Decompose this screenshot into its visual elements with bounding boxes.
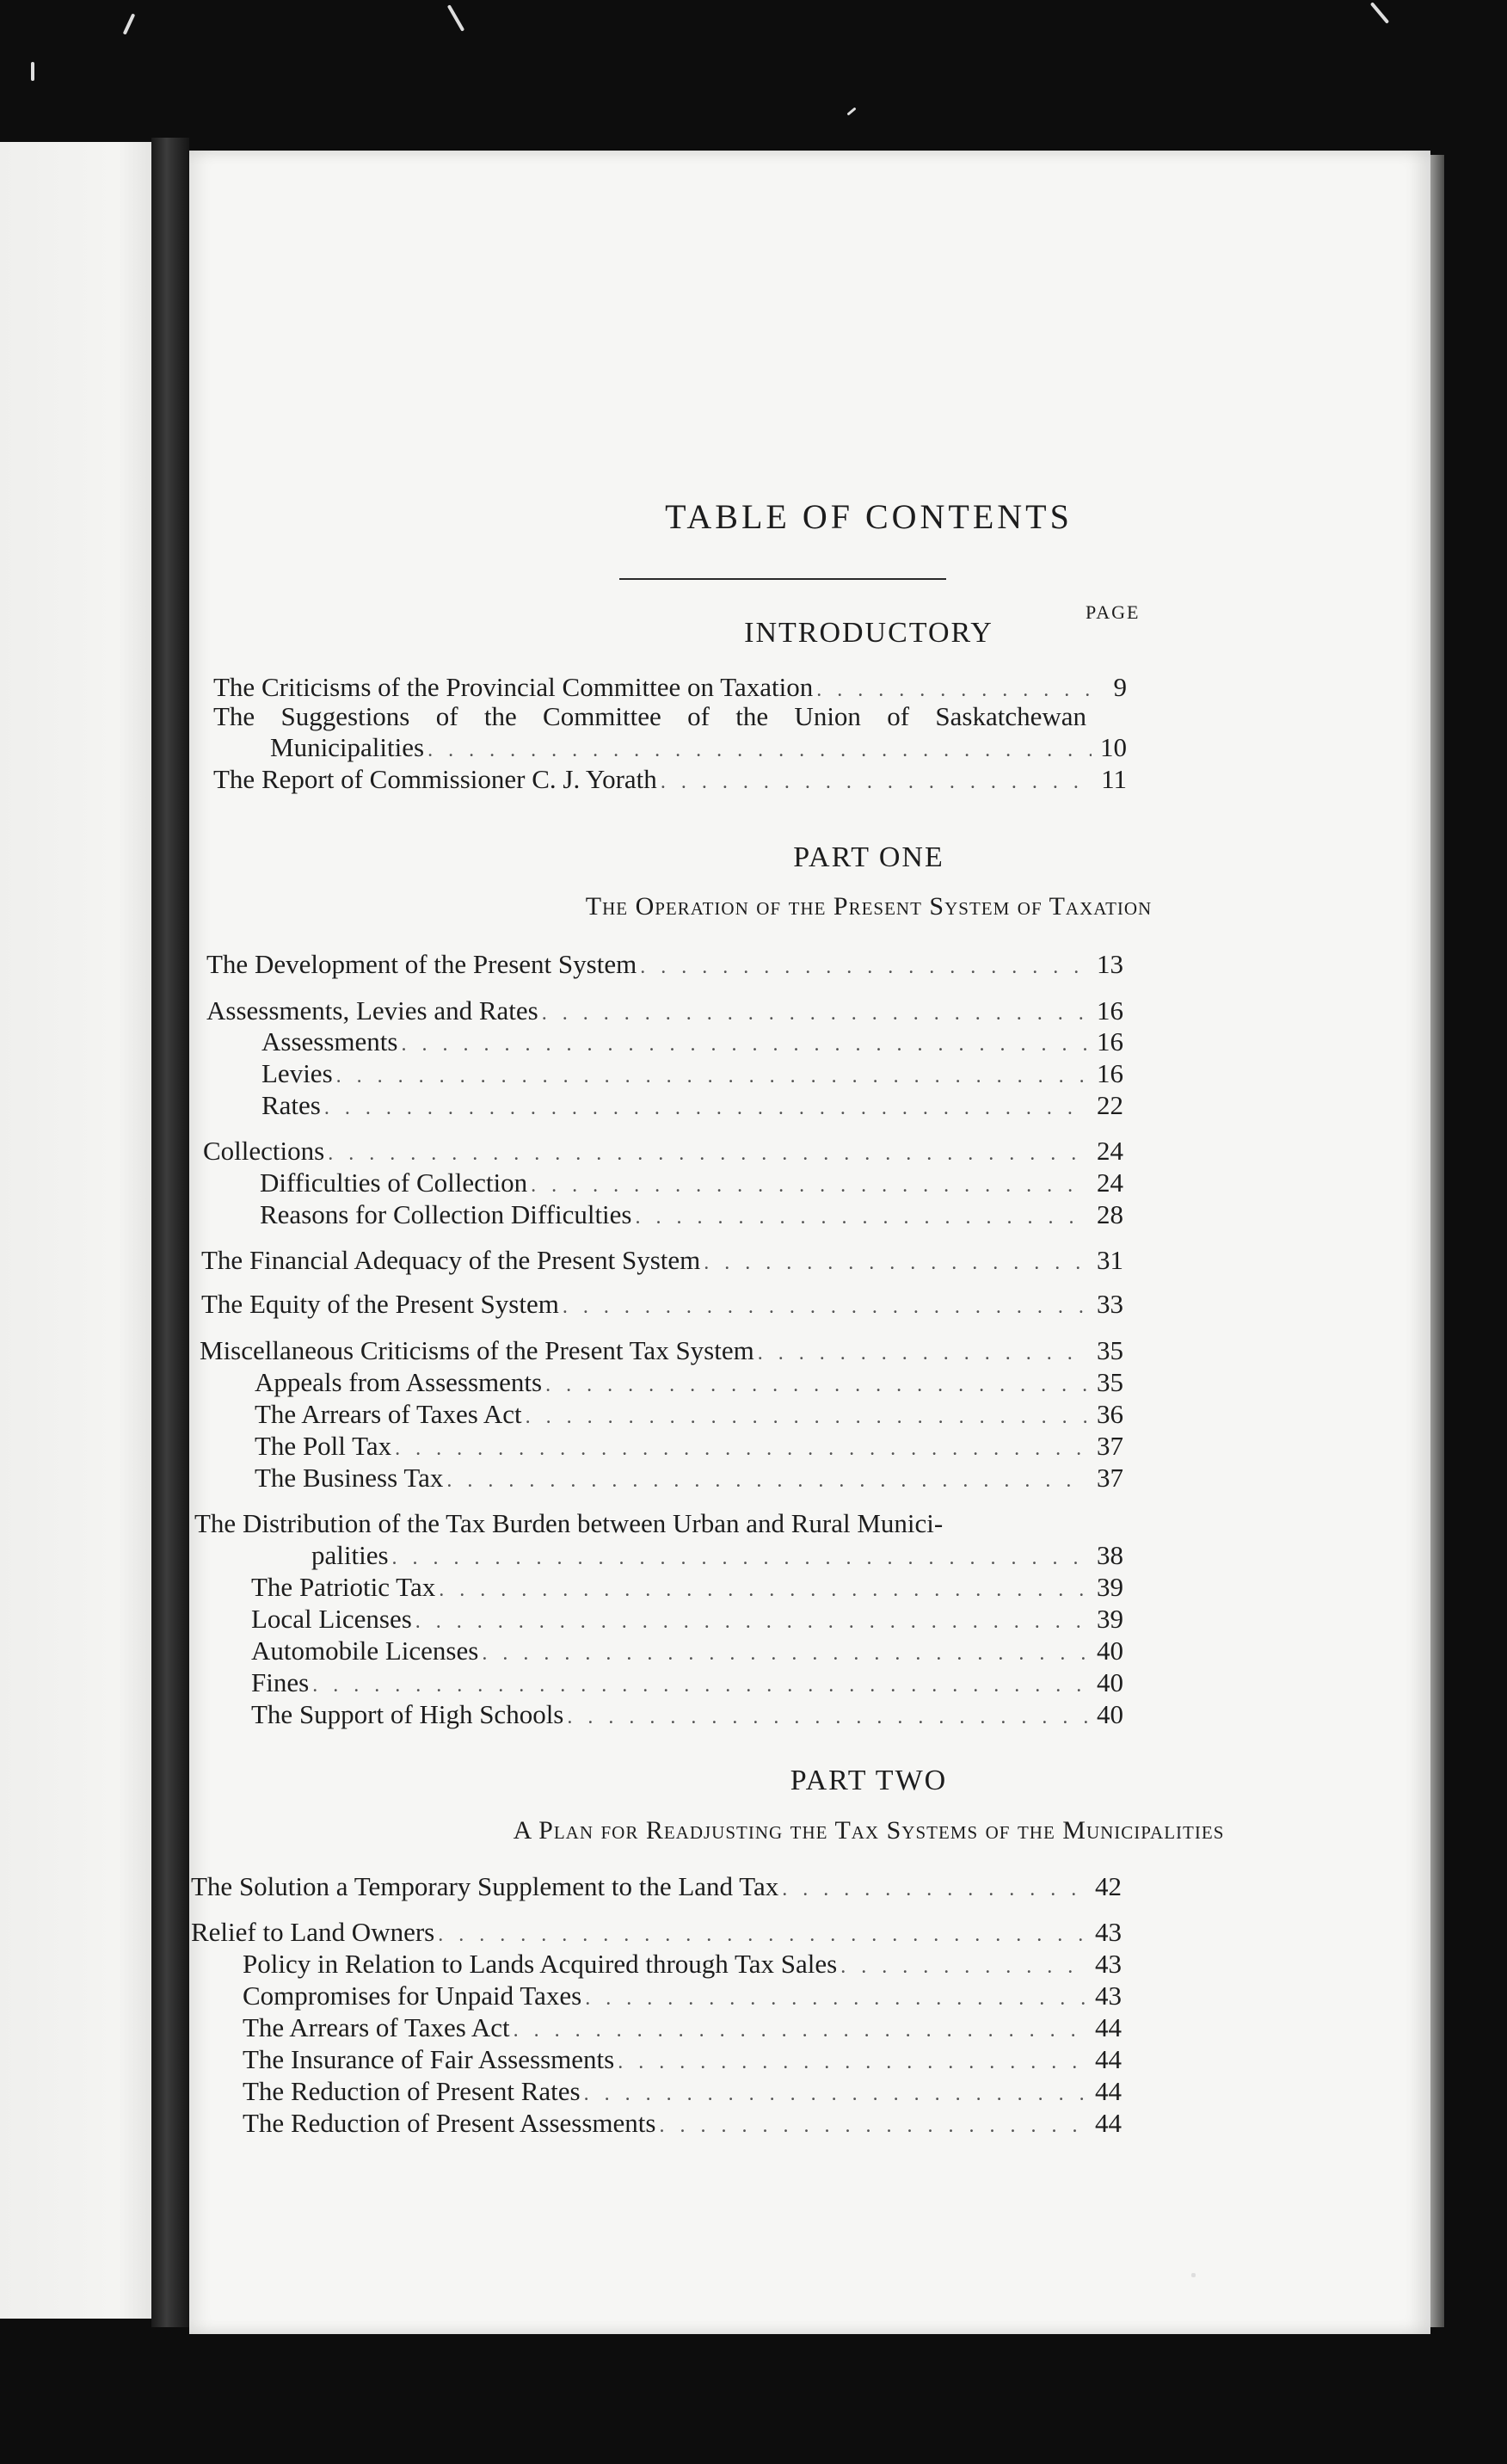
toc-entry-label: Levies xyxy=(261,1058,333,1088)
toc-entry xyxy=(251,1699,1123,1730)
toc-entry xyxy=(251,1667,1123,1698)
leader-dots xyxy=(401,1033,1088,1056)
toc-entry xyxy=(191,1917,1122,1948)
toc-entry-label: The Arrears of Taxes Act xyxy=(255,1399,522,1429)
toc-entry-label: Rates xyxy=(261,1090,321,1120)
toc-entry xyxy=(243,2044,1122,2075)
toc-entry-page: 31 xyxy=(1097,1245,1123,1275)
leader-dots xyxy=(336,1065,1088,1088)
toc-entry xyxy=(201,1289,1123,1320)
toc-entry-page: 39 xyxy=(1097,1572,1123,1602)
toc-entry xyxy=(260,1199,1123,1230)
toc-entry-label: Relief to Land Owners xyxy=(191,1917,435,1947)
toc-entry-label: Fines xyxy=(251,1667,310,1697)
toc-entry-label: The Reduction of Present Assessments xyxy=(243,2108,656,2138)
toc-entry-page: 40 xyxy=(1097,1699,1123,1729)
toc-entry-page: 9 xyxy=(1113,672,1127,702)
leader-dots xyxy=(438,1924,1086,1947)
title-rule xyxy=(619,578,946,580)
toc-entry-label: Reasons for Collection Difficulties xyxy=(260,1199,632,1229)
toc-entry-label: The Development of the Present System xyxy=(206,949,637,979)
toc-entry-page: 43 xyxy=(1095,1980,1122,2011)
toc-entry-label: Policy in Relation to Lands Acquired through Tax Sales xyxy=(243,1949,838,1979)
toc-entry-page: 16 xyxy=(1097,995,1123,1026)
leader-dots xyxy=(585,1987,1086,2011)
toc-entry xyxy=(255,1463,1123,1494)
toc-entry-page: 16 xyxy=(1097,1058,1123,1088)
toc-entry-page: 11 xyxy=(1101,764,1127,794)
leader-dots xyxy=(514,2019,1086,2042)
toc-entry-page: 37 xyxy=(1097,1463,1123,1493)
toc-entry-label: The Arrears of Taxes Act xyxy=(243,2012,510,2042)
toc-entry-label: Municipalities xyxy=(270,732,425,762)
toc-entry-page: 22 xyxy=(1097,1090,1123,1120)
part-one-heading: PART ONE xyxy=(793,841,944,873)
leader-dots xyxy=(427,739,1092,762)
toc-entry-page: 42 xyxy=(1095,1871,1122,1901)
film-speck xyxy=(447,4,464,31)
leader-dots xyxy=(392,1547,1088,1570)
toc-entry-page: 43 xyxy=(1095,1917,1122,1947)
leader-dots xyxy=(542,1002,1088,1026)
toc-entry-page: 38 xyxy=(1097,1540,1123,1570)
page-title: TABLE OF CONTENTS xyxy=(665,497,1073,536)
toc-entry xyxy=(243,1980,1122,2011)
toc-entry-page: 39 xyxy=(1097,1604,1123,1634)
part-two-subtitle: A Plan for Readjusting the Tax Systems of the Municipalities xyxy=(513,1816,1225,1845)
toc-entry-label: The Financial Adequacy of the Present System xyxy=(201,1245,701,1275)
toc-entry xyxy=(251,1572,1123,1603)
leader-dots xyxy=(482,1642,1088,1666)
film-speck xyxy=(1191,2273,1196,2277)
leader-dots xyxy=(618,2051,1086,2074)
toc-entry-page: 16 xyxy=(1097,1026,1123,1056)
toc-entry-label: The Criticisms of the Provincial Committee on Taxation xyxy=(213,672,814,702)
toc-entry xyxy=(201,1245,1123,1276)
leader-dots xyxy=(312,1674,1088,1697)
toc-entry xyxy=(206,949,1123,980)
leader-dots xyxy=(446,1469,1088,1493)
toc-entry xyxy=(260,1167,1123,1198)
page-fore-edge xyxy=(1430,155,1444,2327)
toc-entry-label: The Support of High Schools xyxy=(251,1699,564,1729)
toc-entry-label: palities xyxy=(311,1540,389,1570)
toc-entry-label: Automobile Licenses xyxy=(251,1635,479,1666)
toc-entry-page: 43 xyxy=(1095,1949,1122,1979)
leader-dots xyxy=(816,679,1104,702)
leader-dots xyxy=(782,1878,1086,1901)
toc-entry-label: Appeals from Assessments xyxy=(255,1367,543,1397)
toc-entry-label: The Distribution of the Tax Burden between Urban and Rural Munici- xyxy=(194,1508,944,1538)
toc-entry-label: The Equity of the Present System xyxy=(201,1289,559,1319)
toc-entry xyxy=(203,1136,1123,1167)
toc-entry-page: 13 xyxy=(1097,949,1123,979)
toc-entry-label: The Poll Tax xyxy=(255,1431,392,1461)
toc-entry-page: 40 xyxy=(1097,1667,1123,1697)
book-page xyxy=(189,151,1430,2334)
toc-entry xyxy=(255,1399,1123,1430)
toc-entry-page: 24 xyxy=(1097,1136,1123,1166)
toc-entry xyxy=(251,1635,1123,1666)
toc-entry-label: Local Licenses xyxy=(251,1604,412,1634)
toc-entry xyxy=(261,1026,1123,1057)
film-speck xyxy=(123,13,136,34)
leader-dots xyxy=(563,1296,1088,1319)
toc-entry xyxy=(251,1604,1123,1635)
toc-entry xyxy=(243,2012,1122,2043)
film-speck xyxy=(31,62,34,81)
film-speck xyxy=(1370,2,1389,24)
film-speck xyxy=(846,107,856,115)
toc-entry xyxy=(200,1335,1123,1366)
toc-entry-label: The Suggestions of the Committee of the Union of Saskatchewan xyxy=(213,701,1086,731)
toc-entry xyxy=(243,2076,1122,2107)
leader-dots xyxy=(415,1611,1088,1634)
leader-dots xyxy=(526,1406,1088,1429)
toc-entry-label: Assessments xyxy=(261,1026,398,1056)
toc-entry-page: 44 xyxy=(1095,2076,1122,2106)
toc-entry-label: The Reduction of Present Rates xyxy=(243,2076,581,2106)
toc-entry-page: 35 xyxy=(1097,1367,1123,1397)
leader-dots xyxy=(584,2083,1086,2106)
toc-entry-page: 37 xyxy=(1097,1431,1123,1461)
toc-entry-label: Assessments, Levies and Rates xyxy=(206,995,538,1026)
part-one-subtitle: The Operation of the Present System of Taxation xyxy=(585,892,1153,921)
leader-dots xyxy=(840,1956,1086,1979)
toc-entry xyxy=(261,1058,1123,1089)
leader-dots xyxy=(758,1342,1088,1365)
leader-dots xyxy=(328,1143,1088,1166)
toc-entry-page: 35 xyxy=(1097,1335,1123,1365)
leader-dots xyxy=(640,956,1088,979)
toc-entry-page: 24 xyxy=(1097,1167,1123,1198)
leader-dots xyxy=(439,1579,1088,1602)
toc-entry-label: The Patriotic Tax xyxy=(251,1572,436,1602)
toc-entry xyxy=(255,1431,1123,1462)
toc-entry xyxy=(261,1090,1123,1121)
introductory-heading: INTRODUCTORY xyxy=(744,617,993,649)
leader-dots xyxy=(659,2115,1086,2138)
part-two-heading: PART TWO xyxy=(790,1765,948,1796)
toc-entry-page: 44 xyxy=(1095,2108,1122,2138)
toc-entry-label: The Solution a Temporary Supplement to the Land Tax xyxy=(191,1871,779,1901)
toc-entry-label: The Report of Commissioner C. J. Yorath xyxy=(213,764,657,794)
leader-dots xyxy=(567,1706,1088,1729)
leader-dots xyxy=(395,1438,1088,1461)
toc-entry-page: 28 xyxy=(1097,1199,1123,1229)
toc-entry xyxy=(311,1540,1123,1571)
leader-dots xyxy=(324,1097,1088,1120)
toc-entry xyxy=(255,1367,1123,1398)
toc-entry-label: The Business Tax xyxy=(255,1463,444,1493)
toc-entry-page: 36 xyxy=(1097,1399,1123,1429)
toc-entry xyxy=(213,764,1127,795)
toc-entry-label: Collections xyxy=(203,1136,325,1166)
toc-entry-label: Difficulties of Collection xyxy=(260,1167,528,1198)
leader-dots xyxy=(545,1374,1088,1397)
toc-entry-page: 10 xyxy=(1100,732,1127,762)
leader-dots xyxy=(661,771,1092,794)
toc-entry-page: 40 xyxy=(1097,1635,1123,1666)
toc-entry xyxy=(243,2108,1122,2139)
left-page-edge xyxy=(0,142,169,2319)
toc-entry-page: 44 xyxy=(1095,2012,1122,2042)
toc-entry xyxy=(213,672,1127,703)
book-binding xyxy=(151,138,189,2327)
toc-entry xyxy=(206,995,1123,1026)
page-column-heading: PAGE xyxy=(1086,601,1141,623)
toc-entry-label: Compromises for Unpaid Taxes xyxy=(243,1980,582,2011)
toc-entry xyxy=(270,732,1127,763)
leader-dots xyxy=(636,1206,1089,1229)
toc-entry-label: Miscellaneous Criticisms of the Present Tax System xyxy=(200,1335,754,1365)
toc-entry xyxy=(243,1949,1122,1980)
toc-entry xyxy=(191,1871,1122,1902)
leader-dots xyxy=(704,1252,1088,1275)
leader-dots xyxy=(531,1174,1088,1198)
toc-entry-page: 33 xyxy=(1097,1289,1123,1319)
toc-entry-page: 44 xyxy=(1095,2044,1122,2074)
toc-entry-label: The Insurance of Fair Assessments xyxy=(243,2044,615,2074)
